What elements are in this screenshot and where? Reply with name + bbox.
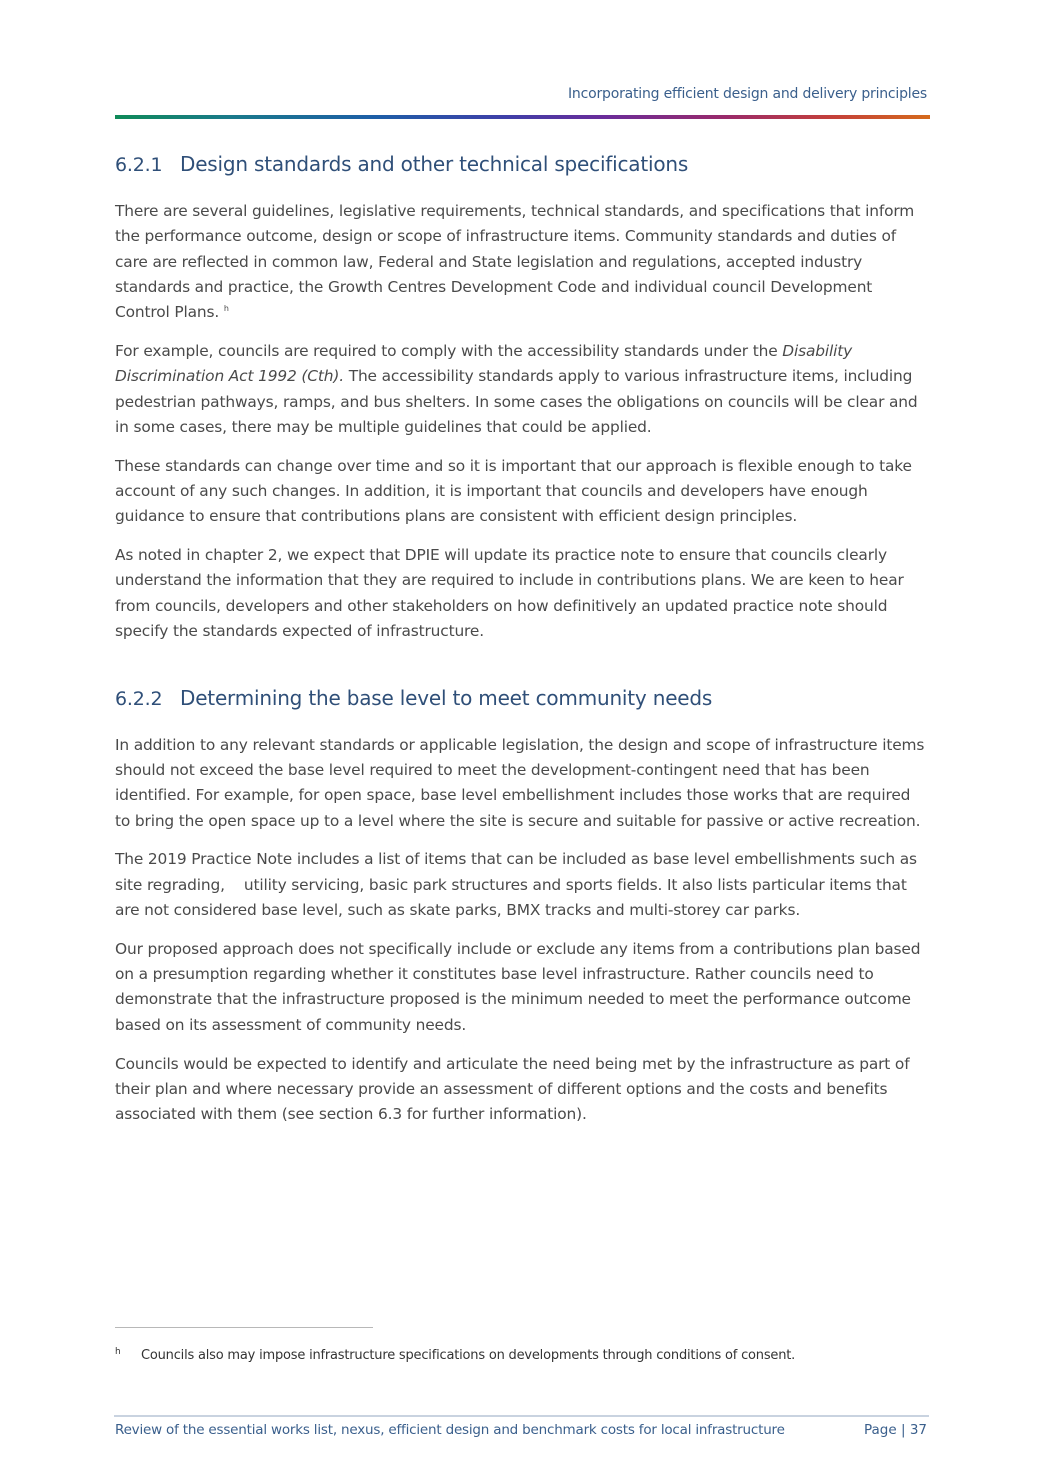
paragraph: These standards can change over time and so it is important that our approach is flexible enough to take account of any such changes. In addition, it is important that councils and developers have enough guidance to ensure that contributions plans are consistent with efficient design principles. (115, 456, 912, 526)
page-number: Page | 37 (864, 1422, 927, 1438)
footer-rule (114, 1415, 929, 1417)
footnote-text: Councils also may impose infrastructure specifications on developments through conditions of consent. (141, 1348, 796, 1363)
paragraph-text: There are several guidelines, legislative requirements, technical standards, and specifications that inform the performance outcome, design or scope of infrastructure items. Community standards and duties of care are reflected in common law, Federal and State legislation and regulations, accepted industry standards and practice, the Growth Centres Development Code and individual council Development Control Plans. (115, 202, 915, 322)
main-content (115, 152, 930, 1141)
act-title: Disability Discrimination Act 1992 (Cth). (115, 341, 853, 386)
paragraph: The 2019 Practice Note includes a list of items that can be included as base level embellishments such as site regrading, utility servicing, basic park structures and sports fields. It also lists particular items that are not considered base level, such as skate parks, BMX tracks and multi-storey car parks. (115, 850, 922, 920)
paragraph-text: The accessibility standards apply to various infrastructure items, including pedestrian pathways, ramps, and bus shelters. In some cases the obligations on councils will be clear and in some cases, there may be multiple guidelines that could be applied. (115, 367, 918, 436)
paragraph-text: For example, councils are required to comply with the accessibility standards under the (115, 341, 783, 360)
paragraph: Councils would be expected to identify and articulate the need being met by the infrastructure as part of their plan and where necessary provide an assessment of different options and the costs and benefits associated with them (see section 6.3 for further information). (115, 1054, 910, 1124)
section-heading-6-2-2 (115, 686, 930, 710)
footer-document-title: Review of the essential works list, nexus, efficient design and benchmark costs for local infrastructure (115, 1422, 785, 1438)
paragraph: As noted in chapter 2, we expect that DPIE will update its practice note to ensure that councils clearly understand the information that they are required to include in contributions plans. We are keen to hear from councils, developers and other stakeholders on how definitively an updated practice note should specify the standards expected of infrastructure. (115, 546, 904, 640)
footnote-separator (115, 1327, 373, 1328)
section-heading-6-2-1 (115, 152, 930, 176)
section-title: Determining the base level to meet community needs (180, 685, 713, 710)
footnote-reference[interactable]: h (223, 304, 229, 314)
header-gradient-rule (115, 115, 930, 119)
footnote: h Councils also may impose infrastructure specifications on developments through conditions of consent. (115, 1346, 796, 1363)
section-number: 6.2.2 (115, 687, 163, 710)
paragraph (115, 199, 930, 325)
paragraph (115, 339, 930, 440)
section-number: 6.2.1 (115, 154, 163, 176)
section-spacer (115, 658, 930, 686)
section-title: Design standards and other technical specifications (180, 152, 689, 176)
paragraph: Our proposed approach does not specifically include or exclude any items from a contributions plan based on a presumption regarding whether it constitutes base level infrastructure. Rather councils need to demonstrate that the infrastructure proposed is the minimum needed to meet the performance outcome based on its assessment of community needs. (115, 939, 921, 1034)
paragraph: In addition to any relevant standards or applicable legislation, the design and scope of infrastructure items should not exceed the base level required to meet the development-contingent need that has been identified. For example, for open space, base level embellishment includes those works that are required to bring the open space up to a level where the site is secure and suitable for passive or active recreation. (115, 735, 925, 830)
running-header: Incorporating efficient design and delivery principles (568, 86, 927, 102)
